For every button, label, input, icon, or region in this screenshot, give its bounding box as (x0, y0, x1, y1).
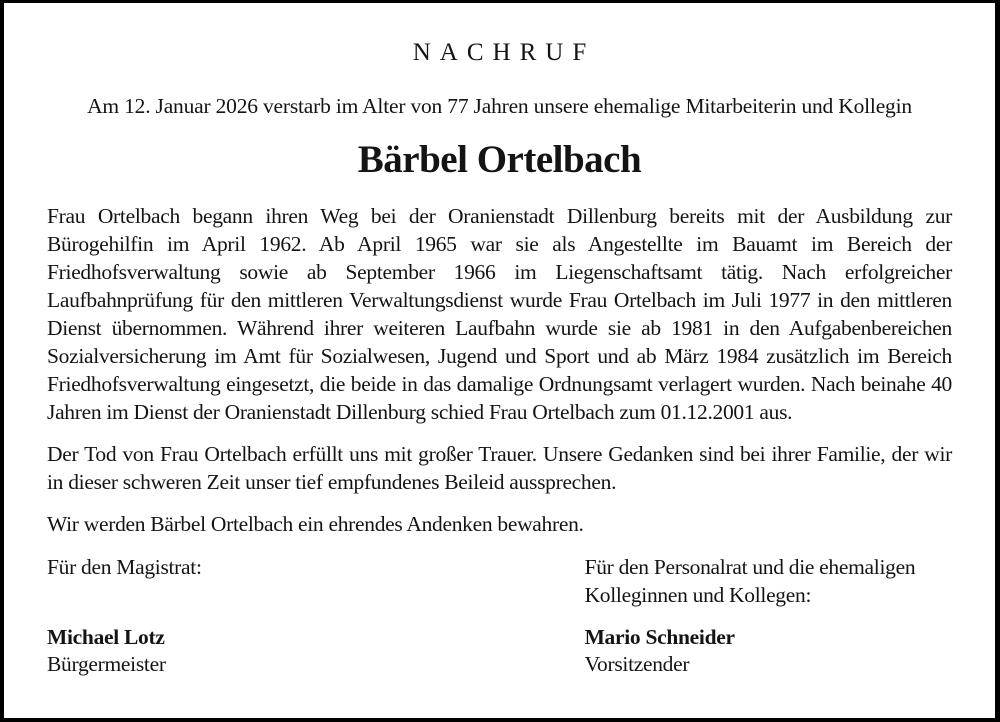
signature-label-personalrat: Für den Personalrat und die ehemaligen Kolleginnen und Kollegen: (584, 555, 916, 607)
obituary-body (47, 202, 952, 538)
paragraph-remembrance: Wir werden Bärbel Ortelbach ein ehrendes Andenken bewahren. (47, 512, 584, 536)
obituary-heading: NACHRUF (412, 39, 596, 66)
deceased-name: Bärbel Ortelbach (357, 138, 642, 181)
signatory-role-right: Vorsitzender (584, 652, 690, 676)
signatory-right (585, 624, 952, 678)
paragraph-career: Frau Ortelbach begann ihren Weg bei der Oranienstadt Dillenburg bereits mit der Ausbildung zur Bürogehilfin im April 1962. Ab April 1965 war sie als Angestellte im Bauamt im Bereich der Friedhofsverwaltung sowie ab September 1966 im Liegenschaftsamt tätig. Nach erfolgreicher Laufbahnprüfung für den mittleren Verwaltungsdienst wurde Frau Ortelbach im Juli 1977 in den mittleren Dienst übernommen. Während ihrer weiteren Laufbahn wurde sie ab 1981 in den Aufgabenbereichen Sozialversicherung im Amt für Sozialwesen, Jugend und Sport und ab März 1984 zusätzlich im Bereich Friedhofsverwaltung eingesetzt, die beide in das damalige Ordnungsamt verlagert wurden. Nach beinahe 40 Jahren im Dienst der Oranienstadt Dillenburg schied Frau Ortelbach zum 01.12.2001 aus. (47, 204, 952, 424)
paragraph-condolence: Der Tod von Frau Ortelbach erfüllt uns mit großer Trauer. Unsere Gedanken sind bei ihrer Familie, der wir in dieser schweren Zeit unser tief empfundenes Beileid aussprechen. (47, 442, 952, 494)
signatory-name-right: Mario Schneider (584, 625, 735, 649)
signatory-role-left: Bürgermeister (47, 652, 166, 676)
signature-label-magistrat: Für den Magistrat: (47, 555, 202, 579)
intro-line: Am 12. Januar 2026 verstarb im Alter von 77 Jahren unsere ehemalige Mitarbeiterin und Kollegin (87, 94, 912, 118)
signature-section (47, 553, 952, 678)
signatory-left (47, 624, 585, 678)
obituary-page (4, 3, 995, 718)
signatory-name-left: Michael Lotz (47, 625, 165, 649)
